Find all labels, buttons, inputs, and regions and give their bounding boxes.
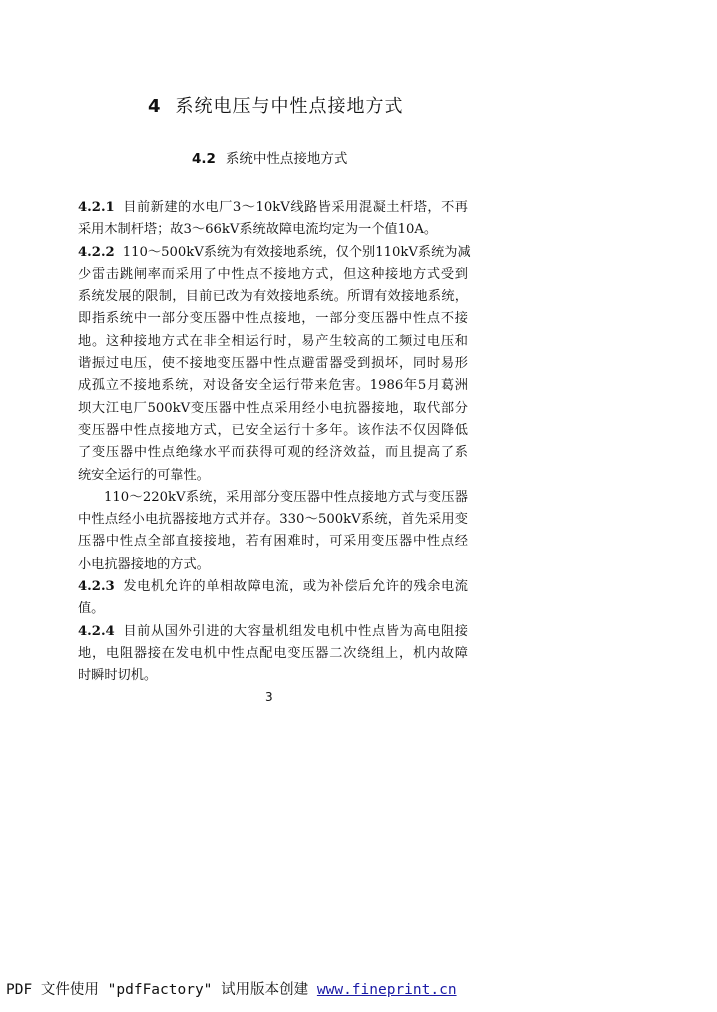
- page-number: 3: [265, 690, 273, 704]
- pdf-footer: [6, 978, 457, 999]
- text-line: [78, 576, 468, 598]
- line-text: 统安全运行的可靠性。: [78, 467, 210, 483]
- paragraph: [78, 621, 468, 688]
- line-text: 压器中性点全部直接接地，若有困难时，可采用变压器中性点经: [78, 534, 468, 550]
- text-line: [78, 398, 468, 420]
- text-line: [78, 308, 468, 330]
- line-text: 目前新建的水电厂3～10kV线路皆采用混凝土杆塔，不再: [122, 200, 468, 215]
- line-text: 小电抗器接地的方式。: [78, 556, 210, 572]
- text-line: [78, 353, 468, 375]
- text-line: [78, 554, 468, 576]
- chapter-title-text: 系统电压与中性点接地方式: [175, 96, 404, 117]
- text-line: [78, 621, 468, 643]
- line-text: 目前从国外引进的大容量机组发电机中性点皆为高电阻接: [122, 623, 468, 639]
- clause-number: 4.2.4: [78, 623, 115, 639]
- text-line: [78, 242, 471, 264]
- footer-text: PDF 文件使用 "pdfFactory" 试用版本创建: [6, 982, 317, 998]
- text-line: [78, 286, 468, 308]
- line-text: 地。这种接地方式在非全相运行时，易产生较高的工频过电压和: [78, 333, 468, 349]
- text-line: [78, 420, 468, 442]
- line-text: 时瞬时切机。: [78, 668, 158, 684]
- line-text: 了变压器中性点绝缘水平而获得可观的经济效益，而且提高了系: [78, 445, 468, 461]
- line-text: 变压器中性点接地方式，已安全运行十多年。该作法不仅因降低: [78, 422, 468, 438]
- clause-number: 4.2.2: [78, 244, 115, 260]
- line-text: 110～220kV系统，采用部分变压器中性点接地方式与变压器: [104, 489, 468, 505]
- paragraph: [78, 197, 468, 242]
- chapter-title: [148, 92, 404, 118]
- section-number: 4.2: [192, 151, 216, 167]
- line-text: 110～500kV系统为有效接地系统，仅个别110kV系统为减: [122, 244, 471, 260]
- line-text: 即指系统中一部分变压器中性点接地，一部分变压器中性点不接: [78, 311, 468, 327]
- text-line: [78, 219, 468, 241]
- section-title-text: 系统中性点接地方式: [225, 151, 348, 167]
- text-line: [78, 264, 468, 286]
- text-line: [78, 375, 468, 397]
- line-text: 中性点经小电抗器接地方式并存。330～500kV系统，首先采用变: [78, 512, 468, 528]
- line-text: 少雷击跳闸率而采用了中性点不接地方式，但这种接地方式受到: [78, 266, 468, 282]
- line-text: 系统发展的限制，目前已改为有效接地系统。所谓有效接地系统，: [78, 289, 468, 305]
- line-text: 成孤立不接地系统，对设备安全运行带来危害。1986年5月葛洲: [78, 378, 468, 394]
- text-line: [78, 665, 468, 687]
- chapter-number: 4: [148, 96, 162, 117]
- paragraph: [78, 487, 468, 576]
- clause-number: 4.2.1: [78, 200, 115, 215]
- text-line: [78, 487, 468, 509]
- line-text: 采用木制杆塔；故3～66kV系统故障电流均定为一个值10A。: [78, 222, 438, 238]
- text-line: [78, 197, 468, 219]
- line-text: 地，电阻器接在发电机中性点配电变压器二次绕组上，机内故障: [78, 645, 468, 661]
- section-title: [192, 147, 347, 167]
- footer-link[interactable]: www.fineprint.cn: [316, 982, 457, 998]
- text-line: [78, 643, 468, 665]
- body-text: [78, 197, 471, 688]
- clause-number: 4.2.3: [78, 579, 115, 595]
- line-text: 值。: [78, 601, 105, 617]
- text-line: [78, 442, 468, 464]
- text-line: [78, 598, 468, 620]
- paragraph: [78, 242, 471, 487]
- text-line: [78, 509, 468, 531]
- line-text: 发电机允许的单相故障电流，或为补偿后允许的残余电流: [122, 579, 468, 595]
- line-text: 坝大江电厂500kV变压器中性点采用经小电抗器接地，取代部分: [78, 400, 468, 416]
- paragraph: [78, 576, 468, 621]
- text-line: [78, 531, 468, 553]
- line-text: 谐振过电压，使不接地变压器中性点避雷器受到损坏，同时易形: [78, 356, 468, 372]
- text-line: [78, 465, 468, 487]
- text-line: [78, 331, 468, 353]
